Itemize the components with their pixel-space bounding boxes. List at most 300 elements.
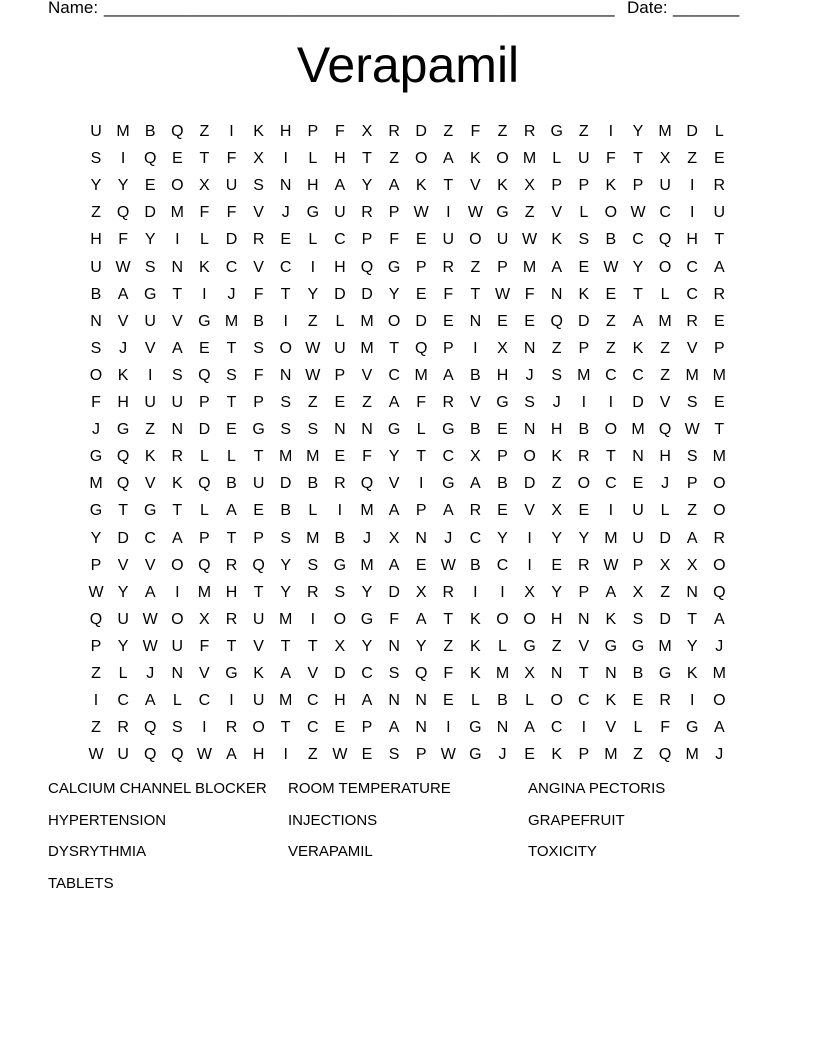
grid-letter[interactable]: Y (415, 637, 427, 655)
grid-letter[interactable]: G (225, 665, 238, 682)
grid-letter[interactable]: O (523, 610, 536, 628)
grid-letter[interactable]: Y (686, 637, 698, 655)
grid-letter[interactable]: L (308, 502, 318, 520)
grid-letter[interactable]: E (171, 150, 183, 168)
grid-letter[interactable]: B (470, 366, 481, 384)
grid-letter[interactable]: O (604, 204, 618, 222)
grid-letter[interactable]: Q (143, 719, 157, 737)
grid-letter[interactable]: P (632, 177, 644, 195)
grid-letter[interactable]: Z (606, 339, 616, 357)
grid-letter[interactable]: N (632, 448, 644, 466)
grid-letter[interactable]: U (252, 692, 265, 710)
grid-letter[interactable]: H (334, 258, 346, 276)
grid-letter[interactable]: I (202, 719, 207, 737)
grid-letter[interactable]: L (579, 204, 589, 222)
grid-letter[interactable]: L (633, 719, 643, 737)
grid-letter[interactable]: H (334, 150, 346, 168)
grid-letter[interactable]: J (525, 366, 534, 384)
grid-letter[interactable]: B (280, 502, 292, 520)
grid-letter[interactable]: V (388, 475, 400, 493)
grid-letter[interactable]: M (89, 475, 103, 493)
grid-letter[interactable]: N (686, 583, 698, 601)
grid-letter[interactable]: Z (660, 583, 670, 601)
grid-letter[interactable]: X (632, 583, 644, 601)
grid-letter[interactable]: E (334, 719, 346, 737)
grid-letter[interactable]: I (473, 583, 478, 601)
grid-letter[interactable]: X (551, 502, 563, 520)
grid-letter[interactable]: A (361, 692, 373, 710)
grid-letter[interactable]: M (712, 665, 726, 682)
grid-letter[interactable]: C (117, 692, 129, 710)
grid-letter[interactable]: U (659, 177, 671, 195)
grid-letter[interactable]: T (253, 583, 264, 601)
grid-letter[interactable]: D (334, 285, 346, 303)
grid-letter[interactable]: V (307, 665, 319, 682)
grid-letter[interactable]: L (416, 421, 426, 439)
grid-letter[interactable]: Z (660, 366, 670, 384)
grid-letter[interactable]: A (524, 719, 535, 737)
grid-letter[interactable]: F (470, 123, 481, 140)
grid-letter[interactable]: C (361, 665, 373, 682)
grid-letter[interactable]: M (170, 204, 184, 222)
grid-letter[interactable]: R (442, 583, 455, 601)
grid-letter[interactable]: S (90, 339, 102, 357)
grid-letter[interactable]: S (334, 583, 346, 601)
grid-letter[interactable]: L (335, 312, 345, 330)
grid-letter[interactable]: M (414, 366, 428, 384)
grid-letter[interactable]: U (171, 637, 184, 655)
grid-letter[interactable]: A (117, 285, 129, 303)
grid-letter[interactable]: Z (443, 123, 454, 140)
grid-letter[interactable]: A (388, 502, 400, 520)
grid-letter[interactable]: A (470, 475, 481, 493)
grid-letter[interactable]: K (470, 150, 481, 168)
grid-letter[interactable]: M (279, 692, 293, 710)
grid-letter[interactable]: G (116, 421, 130, 439)
grid-letter[interactable]: X (659, 150, 671, 168)
grid-letter[interactable]: O (658, 258, 672, 276)
grid-letter[interactable]: I (608, 123, 614, 140)
grid-letter[interactable]: H (334, 692, 346, 710)
grid-letter[interactable]: K (144, 448, 156, 466)
grid-letter[interactable]: Q (713, 583, 726, 601)
grid-letter[interactable]: K (551, 448, 563, 466)
grid-letter[interactable]: K (632, 339, 644, 357)
grid-letter[interactable]: U (144, 312, 156, 330)
grid-letter[interactable]: R (578, 556, 590, 574)
grid-letter[interactable]: K (605, 692, 617, 710)
grid-letter[interactable]: M (360, 339, 374, 357)
grid-letter[interactable]: N (415, 529, 427, 547)
grid-letter[interactable]: W (196, 746, 212, 764)
grid-letter[interactable]: D (659, 529, 671, 547)
grid-letter[interactable]: T (226, 637, 237, 655)
grid-letter[interactable]: G (658, 665, 672, 682)
grid-letter[interactable]: Z (145, 421, 156, 439)
grid-letter[interactable]: P (578, 177, 590, 195)
grid-letter[interactable]: T (443, 610, 454, 628)
grid-letter[interactable]: Q (171, 123, 184, 140)
grid-letter[interactable]: X (524, 583, 535, 601)
grid-letter[interactable]: M (116, 123, 130, 140)
grid-letter[interactable]: O (713, 556, 726, 574)
grid-letter[interactable]: Y (280, 556, 292, 574)
grid-letter[interactable]: O (387, 312, 401, 330)
grid-letter[interactable]: K (470, 637, 481, 655)
grid-letter[interactable]: B (578, 421, 590, 439)
grid-letter[interactable]: S (171, 719, 183, 737)
grid-letter[interactable]: S (280, 421, 292, 439)
grid-letter[interactable]: S (578, 231, 590, 249)
grid-letter[interactable]: J (92, 421, 100, 439)
grid-letter[interactable]: T (118, 502, 128, 520)
grid-letter[interactable]: T (416, 448, 427, 466)
grid-letter[interactable]: F (362, 448, 372, 466)
grid-letter[interactable]: K (253, 123, 264, 140)
grid-letter[interactable]: E (334, 448, 346, 466)
grid-letter[interactable]: Q (414, 665, 428, 682)
grid-letter[interactable]: Y (280, 583, 292, 601)
grid-letter[interactable]: A (280, 665, 292, 682)
grid-letter[interactable]: U (496, 231, 509, 249)
grid-letter[interactable]: I (337, 502, 343, 520)
grid-letter[interactable]: D (279, 475, 292, 493)
grid-letter[interactable]: X (524, 665, 535, 682)
grid-letter[interactable]: M (522, 258, 537, 276)
grid-letter[interactable]: W (684, 421, 700, 439)
grid-letter[interactable]: M (658, 123, 672, 140)
grid-letter[interactable]: M (577, 366, 591, 384)
grid-letter[interactable]: M (685, 746, 699, 764)
grid-letter[interactable]: N (171, 665, 184, 682)
grid-letter[interactable]: U (225, 177, 238, 195)
grid-letter[interactable]: G (469, 746, 482, 764)
grid-letter[interactable]: J (281, 204, 290, 222)
grid-letter[interactable]: K (686, 665, 698, 682)
grid-letter[interactable]: M (712, 448, 726, 466)
grid-letter[interactable]: S (253, 177, 264, 195)
grid-letter[interactable]: R (361, 204, 373, 222)
grid-letter[interactable]: F (253, 285, 264, 303)
grid-letter[interactable]: N (415, 719, 427, 737)
grid-letter[interactable]: D (415, 123, 427, 140)
grid-letter[interactable]: R (686, 312, 698, 330)
grid-letter[interactable]: O (550, 692, 563, 710)
grid-letter[interactable]: F (416, 394, 427, 411)
grid-letter[interactable]: Z (362, 394, 372, 411)
grid-letter[interactable]: T (714, 421, 725, 439)
grid-letter[interactable]: A (415, 610, 427, 628)
grid-letter[interactable]: F (660, 719, 670, 737)
grid-letter[interactable]: Q (550, 312, 563, 330)
grid-letter[interactable]: I (500, 583, 505, 601)
grid-letter[interactable]: U (442, 231, 455, 249)
grid-letter[interactable]: I (581, 719, 587, 737)
grid-letter[interactable]: T (226, 339, 237, 357)
grid-letter[interactable]: P (388, 204, 400, 222)
grid-letter[interactable]: F (443, 665, 454, 682)
grid-letter[interactable]: Z (687, 150, 698, 168)
grid-letter[interactable]: E (253, 502, 264, 520)
grid-letter[interactable]: Q (116, 204, 130, 222)
grid-letter[interactable]: S (686, 394, 698, 411)
grid-letter[interactable]: S (226, 366, 237, 384)
grid-letter[interactable]: E (415, 231, 427, 249)
grid-letter[interactable]: I (202, 285, 207, 303)
grid-letter[interactable]: E (605, 285, 617, 303)
grid-letter[interactable]: R (225, 610, 238, 628)
grid-letter[interactable]: M (712, 366, 726, 384)
grid-letter[interactable]: O (171, 177, 184, 195)
grid-letter[interactable]: Q (658, 746, 672, 764)
grid-letter[interactable]: A (605, 583, 617, 601)
grid-letter[interactable]: I (229, 692, 234, 710)
grid-letter[interactable]: R (252, 231, 265, 249)
grid-letter[interactable]: A (713, 258, 725, 276)
grid-letter[interactable]: G (631, 637, 645, 655)
grid-letter[interactable]: G (89, 502, 103, 520)
grid-letter[interactable]: N (334, 421, 346, 439)
name-blank-line[interactable]: ______________________________________________________ (104, 0, 615, 17)
grid-letter[interactable]: R (469, 502, 482, 520)
grid-letter[interactable]: U (90, 258, 102, 276)
grid-letter[interactable]: G (604, 637, 618, 655)
grid-letter[interactable]: I (283, 150, 288, 168)
grid-letter[interactable]: Z (307, 746, 318, 764)
grid-letter[interactable]: L (470, 692, 480, 710)
grid-letter[interactable]: R (307, 583, 319, 601)
grid-letter[interactable]: U (252, 610, 265, 628)
grid-letter[interactable]: F (91, 394, 101, 411)
grid-letter[interactable]: E (442, 312, 454, 330)
grid-letter[interactable]: X (470, 448, 481, 466)
grid-letter[interactable]: I (527, 556, 532, 574)
grid-letter[interactable]: K (470, 665, 481, 682)
grid-letter[interactable]: V (361, 366, 373, 384)
grid-letter[interactable]: V (578, 637, 590, 655)
grid-letter[interactable]: Y (361, 177, 373, 195)
grid-letter[interactable]: Q (414, 339, 428, 357)
grid-letter[interactable]: X (524, 177, 535, 195)
grid-letter[interactable]: P (90, 556, 102, 574)
grid-letter[interactable]: H (496, 366, 509, 384)
grid-letter[interactable]: X (415, 583, 427, 601)
grid-letter[interactable]: Y (361, 637, 373, 655)
grid-letter[interactable]: H (659, 448, 671, 466)
grid-letter[interactable]: Y (497, 529, 508, 547)
grid-letter[interactable]: J (444, 529, 453, 547)
grid-letter[interactable]: V (199, 665, 210, 682)
grid-letter[interactable]: P (497, 258, 508, 276)
grid-letter[interactable]: N (605, 665, 617, 682)
grid-letter[interactable]: U (578, 150, 590, 168)
grid-letter[interactable]: U (334, 339, 346, 357)
grid-letter[interactable]: E (199, 339, 210, 357)
grid-letter[interactable]: O (713, 475, 726, 493)
grid-letter[interactable]: K (117, 366, 129, 384)
grid-letter[interactable]: O (333, 610, 347, 628)
grid-letter[interactable]: E (713, 394, 725, 411)
grid-letter[interactable]: C (469, 529, 482, 547)
grid-letter[interactable]: D (117, 529, 129, 547)
grid-letter[interactable]: P (361, 231, 373, 249)
grid-letter[interactable]: Z (578, 123, 589, 140)
grid-letter[interactable]: C (442, 448, 455, 466)
grid-letter[interactable]: T (280, 719, 291, 737)
grid-letter[interactable]: U (144, 394, 156, 411)
grid-letter[interactable]: C (388, 366, 400, 384)
grid-letter[interactable]: V (524, 502, 535, 520)
grid-letter[interactable]: P (415, 746, 427, 764)
grid-letter[interactable]: Z (551, 475, 562, 493)
grid-letter[interactable]: T (172, 285, 183, 303)
grid-letter[interactable]: R (117, 719, 129, 737)
grid-letter[interactable]: G (360, 610, 374, 628)
grid-letter[interactable]: A (334, 177, 346, 195)
grid-letter[interactable]: R (713, 285, 726, 303)
grid-letter[interactable]: P (686, 475, 698, 493)
grid-letter[interactable]: C (198, 692, 211, 710)
grid-letter[interactable]: I (689, 177, 695, 195)
grid-letter[interactable]: O (604, 421, 618, 439)
grid-letter[interactable]: D (686, 123, 698, 140)
grid-letter[interactable]: S (90, 150, 102, 168)
grid-letter[interactable]: P (253, 529, 264, 547)
grid-letter[interactable]: G (550, 123, 563, 140)
grid-letter[interactable]: I (446, 204, 451, 222)
grid-letter[interactable]: M (306, 529, 320, 547)
grid-letter[interactable]: C (307, 692, 319, 710)
grid-letter[interactable]: I (581, 394, 587, 411)
grid-letter[interactable]: D (361, 285, 373, 303)
grid-letter[interactable]: I (473, 339, 478, 357)
grid-letter[interactable]: O (496, 150, 509, 168)
grid-letter[interactable]: J (498, 746, 507, 764)
grid-letter[interactable]: D (334, 665, 346, 682)
grid-letter[interactable]: H (550, 610, 563, 628)
grid-letter[interactable]: E (442, 692, 454, 710)
grid-letter[interactable]: Q (252, 556, 265, 574)
grid-letter[interactable]: G (523, 637, 536, 655)
grid-letter[interactable]: G (143, 502, 157, 520)
grid-letter[interactable]: T (633, 150, 643, 168)
grid-letter[interactable]: A (686, 529, 698, 547)
grid-letter[interactable]: O (279, 339, 292, 357)
grid-letter[interactable]: Q (116, 475, 130, 493)
grid-letter[interactable]: B (226, 475, 237, 493)
grid-letter[interactable]: K (253, 665, 264, 682)
grid-letter[interactable]: R (171, 448, 184, 466)
grid-letter[interactable]: Q (658, 231, 672, 249)
grid-letter[interactable]: T (199, 150, 210, 168)
grid-letter[interactable]: M (631, 421, 645, 439)
grid-letter[interactable]: E (334, 394, 346, 411)
grid-letter[interactable]: V (171, 312, 183, 330)
grid-letter[interactable]: L (660, 285, 670, 303)
grid-letter[interactable]: C (144, 529, 156, 547)
grid-letter[interactable]: S (388, 665, 400, 682)
grid-letter[interactable]: D (388, 583, 400, 601)
grid-letter[interactable]: O (171, 556, 184, 574)
grid-letter[interactable]: X (199, 177, 210, 195)
grid-letter[interactable]: P (578, 339, 590, 357)
grid-letter[interactable]: E (524, 312, 535, 330)
grid-letter[interactable]: I (175, 583, 180, 601)
grid-letter[interactable]: V (117, 556, 129, 574)
grid-letter[interactable]: X (334, 637, 346, 655)
grid-letter[interactable]: O (414, 150, 428, 168)
grid-letter[interactable]: W (142, 610, 158, 628)
grid-letter[interactable]: W (494, 285, 511, 303)
grid-letter[interactable]: Q (89, 610, 103, 628)
grid-letter[interactable]: C (578, 692, 590, 710)
grid-letter[interactable]: G (496, 394, 509, 411)
grid-letter[interactable]: U (252, 475, 265, 493)
grid-letter[interactable]: E (144, 177, 156, 195)
grid-letter[interactable]: B (632, 665, 644, 682)
grid-letter[interactable]: T (578, 665, 589, 682)
grid-letter[interactable]: Y (117, 637, 129, 655)
grid-letter[interactable]: D (415, 312, 427, 330)
grid-letter[interactable]: Z (551, 339, 562, 357)
grid-letter[interactable]: B (497, 475, 508, 493)
grid-letter[interactable]: F (335, 123, 345, 140)
grid-letter[interactable]: Y (117, 583, 129, 601)
grid-letter[interactable]: A (226, 746, 237, 764)
grid-letter[interactable]: M (360, 502, 374, 520)
grid-letter[interactable]: T (253, 448, 264, 466)
grid-letter[interactable]: Q (198, 475, 211, 493)
grid-letter[interactable]: F (226, 204, 237, 222)
grid-letter[interactable]: E (361, 746, 373, 764)
grid-letter[interactable]: S (524, 394, 535, 411)
grid-letter[interactable]: Z (307, 394, 318, 411)
grid-letter[interactable]: P (578, 746, 590, 764)
grid-letter[interactable]: K (171, 475, 183, 493)
grid-letter[interactable]: B (90, 285, 102, 303)
grid-letter[interactable]: A (388, 394, 400, 411)
grid-letter[interactable]: Y (388, 448, 400, 466)
grid-letter[interactable]: D (198, 421, 211, 439)
grid-letter[interactable]: I (418, 475, 424, 493)
grid-letter[interactable]: U (171, 394, 184, 411)
grid-letter[interactable]: Z (91, 665, 101, 682)
grid-letter[interactable]: M (360, 556, 374, 574)
grid-letter[interactable]: I (608, 394, 614, 411)
grid-letter[interactable]: N (523, 421, 536, 439)
grid-letter[interactable]: G (387, 258, 401, 276)
grid-letter[interactable]: M (685, 366, 699, 384)
grid-letter[interactable]: M (495, 665, 510, 682)
grid-letter[interactable]: V (551, 204, 563, 222)
grid-letter[interactable]: M (658, 312, 672, 330)
grid-letter[interactable]: N (550, 285, 563, 303)
grid-letter[interactable]: W (440, 556, 456, 574)
grid-letter[interactable]: K (551, 231, 563, 249)
grid-letter[interactable]: H (252, 746, 265, 764)
grid-letter[interactable]: X (388, 529, 400, 547)
grid-letter[interactable]: V (144, 339, 156, 357)
grid-letter[interactable]: Y (388, 285, 400, 303)
grid-letter[interactable]: Z (91, 719, 101, 737)
grid-letter[interactable]: A (144, 583, 156, 601)
grid-letter[interactable]: N (388, 637, 400, 655)
grid-letter[interactable]: M (197, 583, 212, 601)
grid-letter[interactable]: I (310, 258, 316, 276)
grid-letter[interactable]: Q (171, 746, 184, 764)
grid-letter[interactable]: B (470, 556, 481, 574)
grid-letter[interactable]: D (632, 394, 644, 411)
